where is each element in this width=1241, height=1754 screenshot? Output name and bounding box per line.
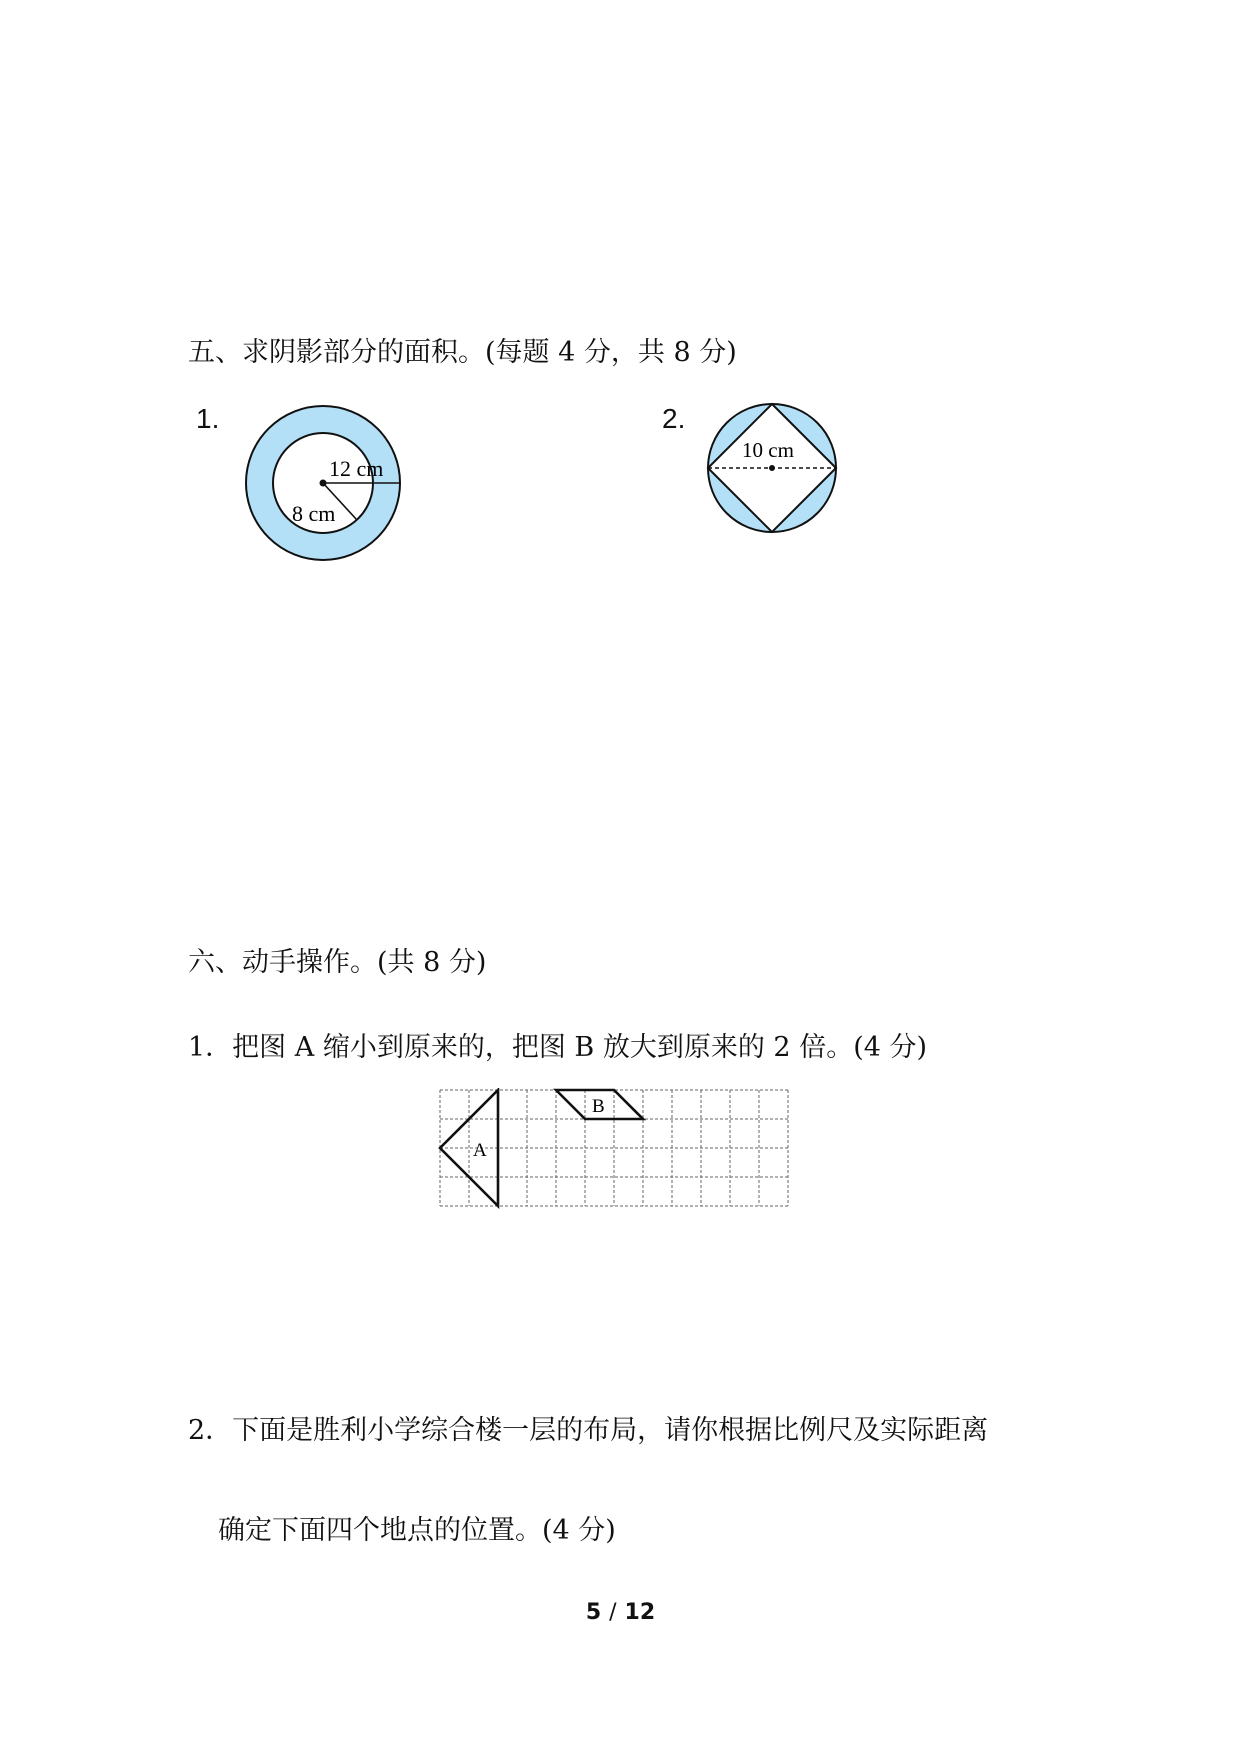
shape-a-label: A [473,1140,487,1161]
q6-2-text-line2: 确定下面四个地点的位置。(4 分) [218,1515,616,1546]
annulus-figure [240,400,410,570]
page-total: 12 [624,1600,656,1625]
grid-figure [438,1088,794,1210]
circle-square-figure [705,401,839,535]
q2-number: 2. [662,403,686,434]
q1-number: 1. [196,403,220,434]
diameter-label: 10 cm [742,438,794,462]
section6-title: 六、动手操作。(共 8 分) [188,947,487,978]
page-footer [0,1600,1241,1625]
q6-2-text-line1: 2．下面是胜利小学综合楼一层的布局，请你根据比例尺及实际距离 [188,1415,989,1446]
page-number: 5 [585,1600,602,1625]
q6-1-text: 1．把图 A 缩小到原来的，把图 B 放大到原来的 2 倍。(4 分) [188,1032,928,1063]
outer-radius-label: 12 cm [329,456,384,481]
section5-title: 五、求阴影部分的面积。(每题 4 分，共 8 分) [188,337,737,368]
inner-radius-label: 8 cm [292,501,336,526]
page-separator: / [609,1600,617,1625]
shape-b-label: B [592,1096,605,1117]
